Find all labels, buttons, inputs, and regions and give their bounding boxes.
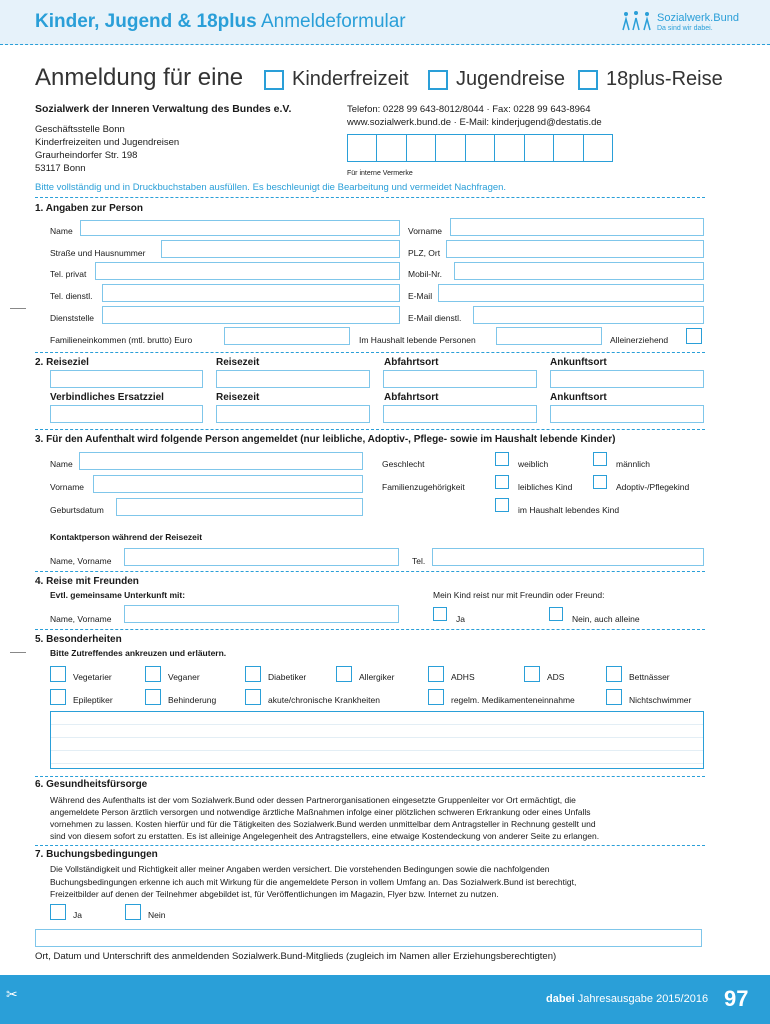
s5-epileptiker-checkbox[interactable] xyxy=(50,689,66,705)
contact-web: www.sozialwerk.bund.de · E-Mail: kinderjugend@destatis.de xyxy=(347,117,602,128)
s2-reisezeit-label: Reisezeit xyxy=(216,357,260,368)
signature-label: Ort, Datum und Unterschrift des anmeldenden Sozialwerk.Bund-Mitglieds (zugleich im Namen aller Erziehungsberechtigten) xyxy=(35,951,557,962)
s5-diabetiker-checkbox[interactable] xyxy=(245,666,261,682)
s3-kontakt-tel-input[interactable] xyxy=(432,548,704,566)
s1-telprivat-label: Tel. privat xyxy=(50,269,87,279)
header-title-light: Anmeldeformular xyxy=(260,11,406,32)
s1-dienststelle-label: Dienststelle xyxy=(50,313,94,323)
s4-nein-label: Nein, auch alleine xyxy=(572,614,640,624)
logo-slogan: Da sind wir dabei. xyxy=(657,25,713,32)
s5-nichtschwimmer-checkbox[interactable] xyxy=(606,689,622,705)
section-5-title: 5. Besonderheiten xyxy=(35,634,122,645)
s1-teldienstl-label: Tel. dienstl. xyxy=(50,291,93,301)
s5-diabetiker-label: Diabetiker xyxy=(268,672,307,682)
s3-haushalt-checkbox[interactable] xyxy=(495,498,509,512)
section-7-title: 7. Buchungsbedingungen xyxy=(35,849,158,860)
section-2-title: 2. Reiseziel xyxy=(35,357,89,368)
s1-email-input[interactable] xyxy=(438,284,704,302)
s3-leiblich-checkbox[interactable] xyxy=(495,475,509,489)
s3-geburtsdatum-label: Geburtsdatum xyxy=(50,505,104,515)
s4-name-label: Name, Vorname xyxy=(50,614,112,624)
s3-leiblich-label: leibliches Kind xyxy=(518,482,573,492)
s2-ersatzziel-input[interactable] xyxy=(50,405,203,423)
section-6-title: 6. Gesundheitsfürsorge xyxy=(35,779,148,790)
footer-mag: dabei xyxy=(546,993,575,1005)
s5-krankheiten-checkbox[interactable] xyxy=(245,689,261,705)
s4-nein-checkbox[interactable] xyxy=(549,607,563,621)
s5-vegetarier-checkbox[interactable] xyxy=(50,666,66,682)
s1-emaildienstl-input[interactable] xyxy=(473,306,704,324)
signature-field[interactable] xyxy=(35,929,702,947)
s5-nichtschwimmer-label: Nichtschwimmer xyxy=(629,695,692,705)
header-title xyxy=(35,11,406,33)
checkbox-jugendreise[interactable] xyxy=(428,70,448,90)
s5-ads-checkbox[interactable] xyxy=(524,666,540,682)
divider xyxy=(35,845,705,846)
s7-nein-label: Nein xyxy=(148,910,166,920)
option-18plus: 18plus-Reise xyxy=(606,68,723,90)
s1-plz-input[interactable] xyxy=(446,240,704,258)
s6-line-3: vornehmen zu lassen. Kosten hierfür und für die Tätigkeiten des Sozialwerk.Bund werden unmittelbar dem Antragsteller in Rechnung gestellt und xyxy=(50,819,596,829)
s3-name-input[interactable] xyxy=(79,452,363,470)
s1-email-label: E-Mail xyxy=(408,291,433,301)
s5-ads-label: ADS xyxy=(547,672,565,682)
s1-name-label: Name xyxy=(50,226,73,236)
footer-edition xyxy=(546,993,708,1005)
s2-reisezeit2-label: Reisezeit xyxy=(216,392,260,403)
s6-text xyxy=(50,794,599,842)
s5-vegetarier-label: Vegetarier xyxy=(73,672,112,682)
s5-adhs-label: ADHS xyxy=(451,672,475,682)
logo-name: Sozialwerk.Bund xyxy=(657,12,739,24)
s5-bettnaesser-checkbox[interactable] xyxy=(606,666,622,682)
s2-reiseziel-input[interactable] xyxy=(50,370,203,388)
s3-kontakt-title: Kontaktperson während der Reisezeit xyxy=(50,532,203,542)
s1-einkommen-label: Familieneinkommen (mtl. brutto) Euro xyxy=(50,335,193,345)
s3-vorname-label: Vorname xyxy=(50,482,85,492)
s5-medikamente-label: regelm. Medikamenteneinnahme xyxy=(451,695,575,705)
footer-edition-text: Jahresausgabe 2015/2016 xyxy=(577,993,709,1005)
s3-geburtsdatum-input[interactable] xyxy=(116,498,363,516)
divider xyxy=(35,197,705,198)
address-line-1: Geschäftsstelle Bonn xyxy=(35,124,125,135)
s6-line-1: Während des Aufenthalts ist der vom Sozialwerk.Bund oder dessen Partnerorganisationen eingesetzte Gruppenleiter vor Ort ermächtigt, die xyxy=(50,795,576,805)
s3-kontakt-tel-label: Tel. xyxy=(412,556,426,566)
header-title-bold: Kinder, Jugend & 18plus xyxy=(35,11,257,32)
internal-boxes xyxy=(347,134,613,162)
s1-telprivat-input[interactable] xyxy=(95,262,400,280)
s1-mobil-input[interactable] xyxy=(454,262,704,280)
s5-behinderung-label: Behinderung xyxy=(168,695,217,705)
s7-line-1: Die Vollständigkeit und Richtigkeit aller meiner Angaben werden versichert. Die vorstehenden Bedingungen sowie die nachfolgenden xyxy=(50,864,550,874)
s3-weiblich-checkbox[interactable] xyxy=(495,452,509,466)
s5-sub: Bitte Zutreffendes ankreuzen und erläutern. xyxy=(50,648,227,658)
s1-allein-checkbox[interactable] xyxy=(686,328,702,344)
section-3-title: 3. Für den Aufenthalt wird folgende Person angemeldet (nur leibliche, Adoptiv-, Pflege- sowie im Haushalt lebende Kinder) xyxy=(35,434,616,445)
section-1-title: 1. Angaben zur Person xyxy=(35,203,143,214)
s4-sub: Evtl. gemeinsame Unterkunft mit: xyxy=(50,590,186,600)
s3-vorname-input[interactable] xyxy=(93,475,363,493)
checkbox-kinderfreizeit[interactable] xyxy=(264,70,284,90)
s1-plz-label: PLZ, Ort xyxy=(408,248,441,258)
s1-teldienstl-input[interactable] xyxy=(102,284,400,302)
s2-ersatzziel-label: Verbindliches Ersatzziel xyxy=(50,392,164,403)
s3-weiblich-label: weiblich xyxy=(518,459,549,469)
s6-line-2: angemeldete Person ärztlich versorgen und notwendige ärztliche Maßnahmen infolge einer plötzlichen schweren Erkrankung oder eines Unfalls xyxy=(50,807,591,817)
s2-reisezeit-input[interactable] xyxy=(216,370,370,388)
instruction-text: Bitte vollständig und in Druckbuchstaben ausfüllen. Es beschleunigt die Bearbeitung und vermeidet Nachfragen. xyxy=(35,182,507,193)
contact-phone: Telefon: 0228 99 643-8012/8044 · Fax: 0228 99 643-8964 xyxy=(347,104,591,115)
logo xyxy=(620,10,760,36)
s5-krankheiten-label: akute/chronische Krankheiten xyxy=(268,695,380,705)
s1-einkommen-input[interactable] xyxy=(224,327,350,345)
s4-ja-checkbox[interactable] xyxy=(433,607,447,621)
s6-line-4: sind von diesem sofort zu erstatten. Es ist alleinige Angelegenheit des Antragstellers, eine etwaige Kostendeckung von anderer Seite zu erlangen. xyxy=(50,831,600,841)
address-line-3: Graurheindorfer Str. 198 xyxy=(35,150,138,161)
s4-question: Mein Kind reist nur mit Freundin oder Freund: xyxy=(433,590,605,600)
s4-ja-label: Ja xyxy=(456,614,465,624)
s3-maennlich-checkbox[interactable] xyxy=(593,452,607,466)
s5-allergiker-label: Allergiker xyxy=(359,672,395,682)
s7-line-3: Freizeitbilder auf denen der Teilnehmer abgebildet ist, für Veröffentlichungen im Magazin, Flyer bzw. Internet zu nutzen. xyxy=(50,889,499,899)
s5-bettnaesser-label: Bettnässer xyxy=(629,672,670,682)
s5-veganer-label: Veganer xyxy=(168,672,200,682)
s2-reisezeit2-input[interactable] xyxy=(216,405,370,423)
cut-mark xyxy=(10,652,26,653)
s3-familie-label: Familienzugehörigkeit xyxy=(382,482,465,492)
s3-adoptiv-checkbox[interactable] xyxy=(593,475,607,489)
divider xyxy=(35,429,705,430)
s1-vorname-input[interactable] xyxy=(450,218,704,236)
s2-abfahrtsort-label: Abfahrtsort xyxy=(384,357,439,368)
page-number: 97 xyxy=(724,986,749,1011)
s2-abfahrtsort2-label: Abfahrtsort xyxy=(384,392,439,403)
s2-abfahrtsort2-input[interactable] xyxy=(383,405,537,423)
s1-vorname-label: Vorname xyxy=(408,226,443,236)
s1-personen-input[interactable] xyxy=(496,327,602,345)
divider xyxy=(35,571,705,572)
s1-personen-label: Im Haushalt lebende Personen xyxy=(359,335,476,345)
s5-adhs-checkbox[interactable] xyxy=(428,666,444,682)
s3-name-label: Name xyxy=(50,459,73,469)
org-name: Sozialwerk der Inneren Verwaltung des Bundes e.V. xyxy=(35,103,292,115)
s3-haushalt-label: im Haushalt lebendes Kind xyxy=(518,505,620,515)
s3-kontakt-name-label: Name, Vorname xyxy=(50,556,112,566)
s2-ankunftsort-label: Ankunftsort xyxy=(550,357,607,368)
s1-name-input[interactable] xyxy=(80,220,400,236)
s5-veganer-checkbox[interactable] xyxy=(145,666,161,682)
s3-geschlecht-label: Geschlecht xyxy=(382,459,425,469)
s5-explanation-textarea[interactable] xyxy=(50,711,704,769)
s1-dienststelle-input[interactable] xyxy=(102,306,400,324)
footer-scissors-icon: ✂ xyxy=(6,986,18,1002)
s7-line-2: Buchungsbedingungen erkenne ich auch mit Wirkung für die angemeldete Person in vollem Umfang an. Das Sozialwerk.Bund ist berechtigt, xyxy=(50,876,577,887)
cut-mark xyxy=(10,308,26,309)
s1-strasse-input[interactable] xyxy=(161,240,400,258)
s1-mobil-label: Mobil-Nr. xyxy=(408,269,443,279)
s5-medikamente-checkbox[interactable] xyxy=(428,689,444,705)
option-kinderfreizeit: Kinderfreizeit xyxy=(292,68,409,90)
section-4-title: 4. Reise mit Freunden xyxy=(35,576,139,587)
s2-abfahrtsort-input[interactable] xyxy=(383,370,537,388)
s7-nein-checkbox[interactable] xyxy=(125,904,141,920)
s1-emaildienstl-label: E-Mail dienstl. xyxy=(408,313,462,323)
s7-ja-checkbox[interactable] xyxy=(50,904,66,920)
s3-adoptiv-label: Adoptiv-/Pflegekind xyxy=(616,482,690,492)
registration-heading: Anmeldung für eine xyxy=(35,64,244,91)
s5-allergiker-checkbox[interactable] xyxy=(336,666,352,682)
s7-ja-label: Ja xyxy=(73,910,82,920)
s4-name-input[interactable] xyxy=(124,605,399,623)
address-line-2: Kinderfreizeiten und Jugendreisen xyxy=(35,137,180,148)
s3-kontakt-name-input[interactable] xyxy=(124,548,399,566)
s2-ankunftsort2-label: Ankunftsort xyxy=(550,392,607,403)
divider xyxy=(35,776,705,777)
s3-maennlich-label: männlich xyxy=(616,459,651,469)
s5-epileptiker-label: Epileptiker xyxy=(73,695,113,705)
sozialwerk-logo-icon xyxy=(620,10,654,34)
checkbox-18plus[interactable] xyxy=(578,70,598,90)
s2-ankunftsort2-input[interactable] xyxy=(550,405,704,423)
address-line-4: 53117 Bonn xyxy=(35,163,86,174)
divider xyxy=(35,352,705,353)
s1-allein-label: Alleinerziehend xyxy=(610,335,669,345)
option-jugendreise: Jugendreise xyxy=(456,68,565,90)
s2-ankunftsort-input[interactable] xyxy=(550,370,704,388)
s5-behinderung-checkbox[interactable] xyxy=(145,689,161,705)
divider xyxy=(35,629,705,630)
s7-text xyxy=(50,863,576,901)
internal-note: Für interne Vermerke xyxy=(347,170,413,177)
s1-strasse-label: Straße und Hausnummer xyxy=(50,248,146,258)
